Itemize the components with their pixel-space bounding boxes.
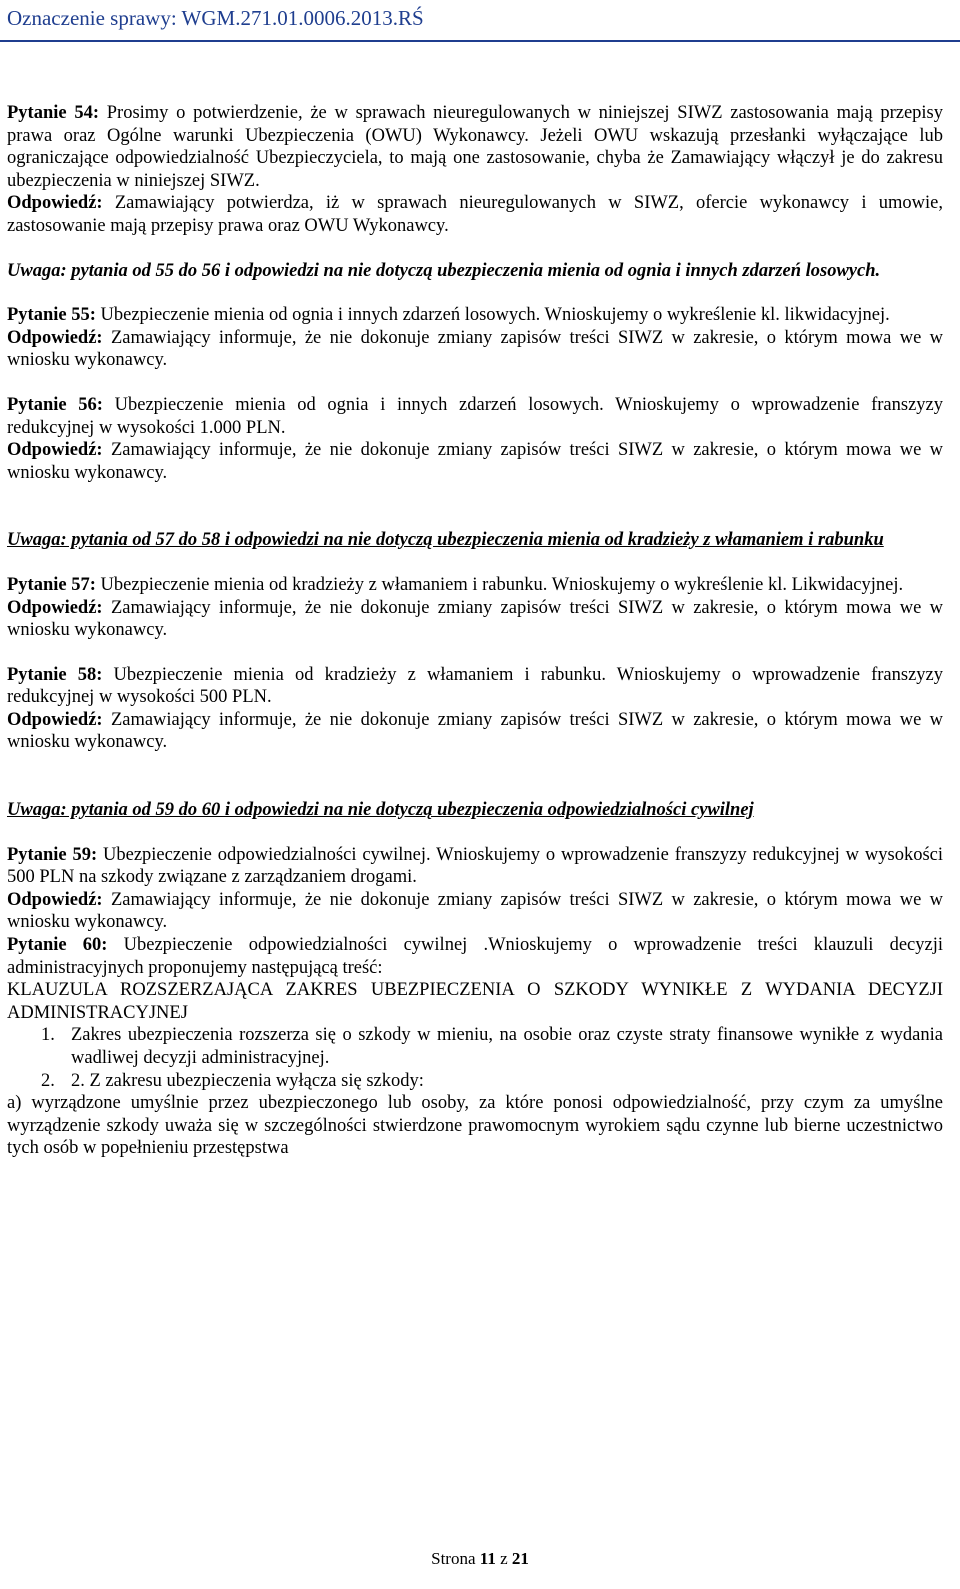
answer-label: Odpowiedź: bbox=[7, 889, 103, 910]
question-label: Pytanie 60: bbox=[7, 935, 108, 956]
answer-text: Zamawiający informuje, że nie dokonuje zmiany zapisów treści SIWZ w zakresie, o którym mowa we w wniosku wykonawcy. bbox=[7, 889, 943, 933]
question-label: Pytanie 57: bbox=[7, 574, 96, 595]
clause-list bbox=[7, 1024, 943, 1092]
question-60 bbox=[7, 934, 943, 979]
answer-label: Odpowiedź: bbox=[7, 709, 103, 730]
case-reference-header: Oznaczenie sprawy: WGM.271.01.0006.2013.RŚ bbox=[7, 6, 424, 30]
answer-56 bbox=[7, 439, 943, 484]
answer-54 bbox=[7, 192, 943, 237]
clause-title: KLAUZULA ROZSZERZAJĄCA ZAKRES UBEZPIECZENIA O SZKODY WYNIKŁE Z WYDANIA DECYZJI ADMINISTRACYJNEJ bbox=[7, 980, 943, 1023]
answer-55 bbox=[7, 327, 943, 372]
current-page: 11 bbox=[479, 1549, 496, 1568]
item-text: 2. Z zakresu ubezpieczenia wyłącza się szkody: bbox=[71, 1070, 424, 1091]
page-separator: z bbox=[495, 1549, 512, 1568]
answer-label: Odpowiedź: bbox=[7, 440, 103, 461]
question-label: Pytanie 55: bbox=[7, 305, 96, 326]
question-text: Ubezpieczenie odpowiedzialności cywilnej. Wnioskujemy o wprowadzenie franszyzy redukcyjnej w wysokości 500 PLN na szkody związane z zarządzaniem drogami. bbox=[7, 844, 943, 888]
page-prefix: Strona bbox=[431, 1549, 480, 1568]
question-label: Pytanie 56: bbox=[7, 394, 103, 415]
answer-label: Odpowiedź: bbox=[7, 193, 103, 214]
answer-text: Zamawiający potwierdza, iż w sprawach nieuregulowanych w SIWZ, ofercie wykonawcy i umowie, zastosowanie mają przepisy prawa oraz OWU Wykonawcy. bbox=[7, 193, 943, 236]
question-text: Ubezpieczenie mienia od kradzieży z włamaniem i rabunku. Wnioskujemy o wykreślenie kl. Likwidacyjnej. bbox=[95, 574, 904, 595]
question-text: Ubezpieczenie mienia od ognia i innych zdarzeń losowych. Wnioskujemy o wykreślenie kl. likwidacyjnej. bbox=[95, 305, 890, 326]
answer-text: Zamawiający informuje, że nie dokonuje zmiany zapisów treści SIWZ w zakresie, o którym mowa we w wniosku wykonawcy. bbox=[7, 597, 943, 641]
header-divider bbox=[0, 40, 960, 42]
answer-57 bbox=[7, 597, 943, 642]
answer-label: Odpowiedź: bbox=[7, 597, 103, 618]
answer-text: Zamawiający informuje, że nie dokonuje zmiany zapisów treści SIWZ w zakresie, o którym mowa we w wniosku wykonawcy. bbox=[7, 440, 943, 483]
question-label: Pytanie 54: bbox=[7, 103, 100, 123]
answer-label: Odpowiedź: bbox=[7, 327, 103, 348]
question-55 bbox=[7, 304, 943, 327]
clause-item-1 bbox=[7, 1024, 943, 1069]
note-55-56: Uwaga: pytania od 55 do 56 i odpowiedzi na nie dotyczą ubezpieczenia mienia od ognia i innych zdarzeń losowych. bbox=[7, 260, 881, 281]
item-text: Zakres ubezpieczenia rozszerza się o szkody w mieniu, na osobie oraz czyste straty finansowe wynikłe z wydania wadliwej decyzji administracyjnej. bbox=[71, 1025, 943, 1068]
note-59-60: Uwaga: pytania od 59 do 60 i odpowiedzi na nie dotyczą ubezpieczenia odpowiedzialności cywilnej bbox=[7, 800, 754, 821]
total-pages: 21 bbox=[511, 1549, 529, 1568]
question-text: Ubezpieczenie odpowiedzialności cywilnej .Wnioskujemy o wprowadzenie treści klauzuli decyzji administracyjnych proponujemy następującą treść: bbox=[7, 935, 943, 978]
item-number: 2. bbox=[41, 1070, 55, 1091]
answer-58 bbox=[7, 709, 943, 754]
question-text: Ubezpieczenie mienia od kradzieży z włamaniem i rabunku. Wnioskujemy o wprowadzenie franszyzy redukcyjnej w wysokości 500 PLN. bbox=[7, 664, 944, 708]
question-label: Pytanie 58: bbox=[7, 664, 103, 685]
question-label: Pytanie 59: bbox=[7, 844, 98, 865]
note-57-58: Uwaga: pytania od 57 do 58 i odpowiedzi na nie dotyczą ubezpieczenia mienia od kradzieży z włamaniem i rabunku bbox=[7, 530, 884, 551]
question-text: Prosimy o potwierdzenie, że w sprawach nieuregulowanych w niniejszej SIWZ zastosowania mają przepisy prawa oraz Ogólne warunki Ubezpieczenia (OWU) Wykonawcy. Jeżeli OWU wskazują przesłanki wyłączające lub ograniczające odpowiedzialność Ubezpieczyciela, to mają one zastosowanie, chyba że Zamawiający włączył je do zakresu ubezpieczenia w niniejszej SIWZ. bbox=[7, 103, 944, 191]
question-54 bbox=[7, 102, 943, 192]
question-59 bbox=[7, 844, 943, 889]
question-58 bbox=[7, 664, 943, 709]
page-number-footer bbox=[0, 1548, 960, 1570]
question-57 bbox=[7, 574, 943, 597]
document-body bbox=[7, 102, 943, 1160]
clause-item-2 bbox=[7, 1070, 943, 1093]
question-text: Ubezpieczenie mienia od ognia i innych zdarzeń losowych. Wnioskujemy o wprowadzenie franszyzy redukcyjnej w wysokości 1.000 PLN. bbox=[7, 394, 943, 438]
answer-59 bbox=[7, 889, 943, 934]
answer-text: Zamawiający informuje, że nie dokonuje zmiany zapisów treści SIWZ w zakresie, o którym mowa we w wniosku wykonawcy. bbox=[7, 709, 943, 753]
answer-text: Zamawiający informuje, że nie dokonuje zmiany zapisów treści SIWZ w zakresie, o którym mowa we w wniosku wykonawcy. bbox=[7, 327, 943, 371]
clause-paragraph-a: a) wyrządzone umyślnie przez ubezpieczonego lub osoby, za które ponosi odpowiedzialność, przy czym za umyślne wyrządzenie szkody uważa się w szczególności stwierdzone prawomocnym wyrokiem sądu czynne lub bierne uczestnictwo tych osób w popełnieniu przestępstwa bbox=[7, 1093, 943, 1159]
item-number: 1. bbox=[41, 1025, 55, 1046]
question-56 bbox=[7, 394, 943, 439]
